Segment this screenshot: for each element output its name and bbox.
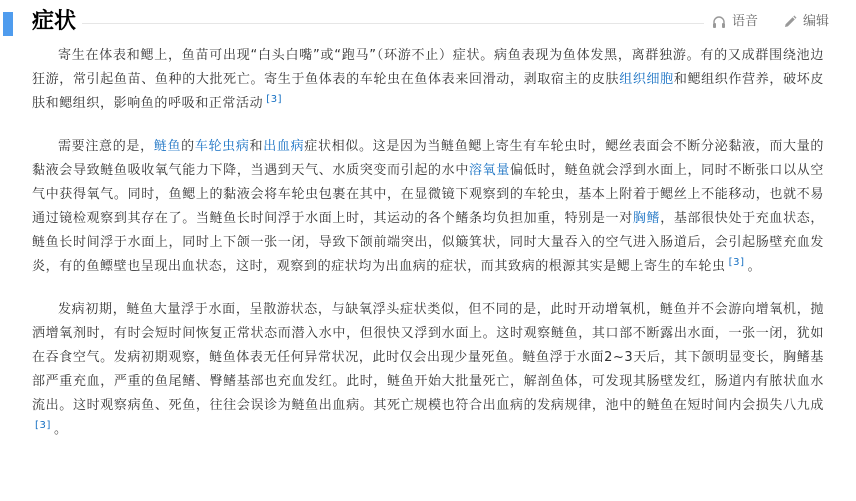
inline-link[interactable]: 组织细胞 [619, 72, 674, 87]
paragraph-text: 发病初期，鲢鱼大量浮于水面，呈散游状态，与缺氧浮头症状类似，但不同的是，此时开动增氧机，鲢鱼并不会游向增氧机，抛洒增氧剂时，有时会短时间恢复正常状态而潜入水中，但很快又浮到水面上。这时观察鲢鱼，其口部不断露出水面，一张一闭，犹如在吞食空气。发病初期观察，鲢鱼体表无任何异常状况，此时仅会出现少量死鱼。鲢鱼浮于水面2~3天后，其下颌明显变长，胸鳍基部严重充血，严重的鱼尾鳍、臀鳍基部也充血发红。此时，鲢鱼开始大批量死亡，解剖鱼体，可发现其肠壁发红，肠道内有脓状血水流出。这时观察病鱼、死鱼，往往会误诊为鲢鱼出血病。其死亡规模也符合出血病的发病规律，池中的鲢鱼在短时间内会损失八九成 [32, 302, 824, 413]
section-accent-bar [3, 12, 13, 36]
paragraph-text: 。 [747, 259, 762, 274]
inline-link[interactable]: 车轮虫病 [194, 139, 250, 154]
paragraph-text: 症状相似。这是因为当鲢鱼鳃上寄生有车轮虫时，鳃丝表面会不断分泌黏液，而大量的黏液会导致鲢鱼吸收氧气能力下降，当遇到天气、水质突变而引起的水中 [32, 139, 824, 178]
voice-label: 语音 [732, 14, 759, 29]
paragraph-text: 和鳃组织作营养，破坏皮肤和鳃组织，影响鱼的呼吸和正常活动 [32, 72, 824, 111]
paragraph [32, 298, 824, 442]
paragraph-text: 和 [249, 139, 264, 154]
section-title: 症状 [32, 9, 77, 34]
inline-link[interactable]: 鲢鱼 [153, 139, 182, 154]
paragraph-text: 需要注意的是， [58, 139, 154, 154]
paragraph [32, 135, 824, 279]
inline-link[interactable]: 出血病 [263, 139, 305, 154]
section-header [0, 6, 856, 40]
edit-label: 编辑 [803, 14, 830, 29]
paragraph-text: 。 [53, 422, 68, 437]
voice-button[interactable] [712, 12, 758, 32]
paragraph [32, 44, 824, 116]
section-content [32, 44, 824, 461]
headphones-icon [712, 15, 726, 29]
citation-ref[interactable]: [3] [266, 93, 283, 105]
paragraph-text: 偏低时，鲢鱼就会浮到水面上，同时不断张口以从空气中获得氧气。同时，鱼鳃上的黏液会将车轮虫包裹在其中，在显微镜下观察到的车轮虫，基本上附着于鳃丝上不能移动，也就不易通过镜检观察到其存在了。当鲢鱼长时间浮于水面上时，其运动的各个鳍条均负担加重，特别是一对 [32, 163, 824, 226]
title-divider [82, 23, 704, 24]
inline-link[interactable]: 胸鳍 [632, 211, 661, 226]
inline-link[interactable]: 溶氧量 [468, 163, 510, 178]
paragraph-text: 寄生在体表和鳃上，鱼苗可出现“白头白嘴”或“跑马”（环游不止）症状。病鱼表现为鱼体发黑，离群独游。有的又成群围绕池边狂游，常引起鱼苗、鱼种的大批死亡。寄生于鱼体表的车轮虫在鱼体表来回滑动，剥取宿主的皮肤 [32, 48, 824, 87]
citation-ref[interactable]: [3] [728, 256, 745, 268]
paragraph-text: 的 [181, 139, 195, 154]
paragraph-text: ，基部很快处于充血状态，鲢鱼长时间浮于水面上，同时上下颌一张一闭，导致下颌前端突出，似簸箕状，同时大量吞入的空气进入肠道后，会引起肠壁充血发炎，有的鱼鳔壁也呈现出血状态，这时，观察到的症状均为出血病的症状，而其致病的根源其实是鳃上寄生的车轮虫 [32, 211, 825, 274]
edit-button[interactable] [783, 12, 829, 32]
pencil-icon [783, 15, 797, 29]
citation-ref[interactable]: [3] [35, 419, 51, 431]
